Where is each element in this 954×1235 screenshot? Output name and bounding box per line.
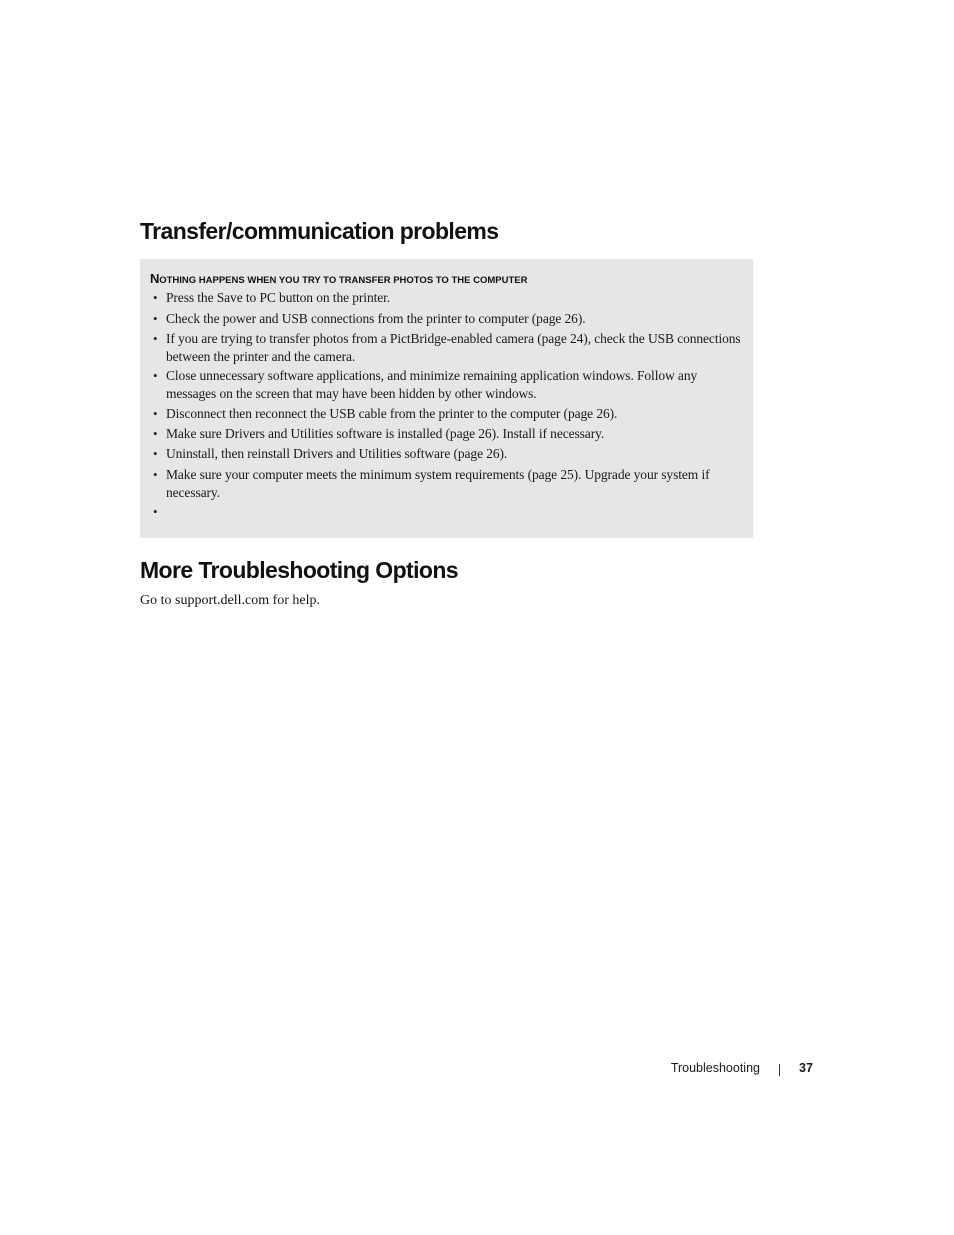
- help-text-pre: Go to: [140, 593, 175, 608]
- support-link[interactable]: support.dell.com: [175, 593, 270, 608]
- bullet-icon: •: [153, 290, 158, 305]
- bullet-icon: •: [153, 406, 158, 421]
- list-item-text: Disconnect then reconnect the USB cable from the printer to the computer (page 26).: [166, 406, 618, 421]
- list-item-text: Close unnecessary software applications, and minimize remaining application windows. Follow any messages on the screen that may have been hidden by other windows.: [166, 368, 698, 401]
- bullet-icon: •: [153, 368, 158, 383]
- list-item: [153, 289, 746, 307]
- page-number: 37: [799, 1061, 813, 1075]
- list-item-text: Check the power and USB connections from the printer to computer (page 26).: [166, 311, 586, 326]
- list-item: [153, 367, 746, 402]
- help-paragraph: [140, 593, 320, 609]
- bullet-icon: •: [153, 311, 158, 326]
- list-item-text: Uninstall, then reinstall Drivers and Utilities software (page 26).: [166, 446, 508, 461]
- bullet-icon: •: [153, 446, 158, 461]
- bullet-icon: •: [153, 331, 158, 346]
- list-item-text-post: button on the printer.: [275, 290, 391, 305]
- problem-box-title-rest: OTHING HAPPENS WHEN YOU TRY TO TRANSFER PHOTOS TO THE COMPUTER: [159, 275, 528, 286]
- list-item: [153, 445, 746, 463]
- list-item-text: If you are trying to transfer photos from a PictBridge-enabled camera (page 24), check the USB connections between the printer and the camera.: [166, 331, 741, 364]
- bullet-icon: •: [153, 426, 158, 441]
- problem-box-title-initial: N: [150, 271, 160, 286]
- list-item: [153, 310, 746, 328]
- problem-box-title: [150, 271, 527, 286]
- list-item-text-pre: Press the: [166, 290, 217, 305]
- footer-section-name: Troubleshooting: [670, 1061, 760, 1075]
- section-heading-transfer: Transfer/communication problems: [140, 218, 499, 244]
- list-item: [153, 405, 746, 423]
- bullet-icon: •: [153, 504, 158, 519]
- footer-divider: [779, 1064, 780, 1076]
- bullet-icon: •: [153, 467, 158, 482]
- section-heading-more-options: More Troubleshooting Options: [140, 557, 458, 583]
- help-text-post: for help.: [269, 593, 321, 608]
- list-item: [153, 425, 746, 443]
- list-item-text: Make sure your computer meets the minimum system requirements (page 25). Upgrade your system if necessary.: [166, 467, 710, 500]
- list-item-text: Make sure Drivers and Utilities software is installed (page 26). Install if necessary.: [166, 426, 605, 441]
- list-item: [153, 466, 746, 501]
- problem-box: [140, 259, 753, 538]
- save-to-pc-button-name: Save to PC: [216, 290, 276, 305]
- list-item: [153, 330, 746, 365]
